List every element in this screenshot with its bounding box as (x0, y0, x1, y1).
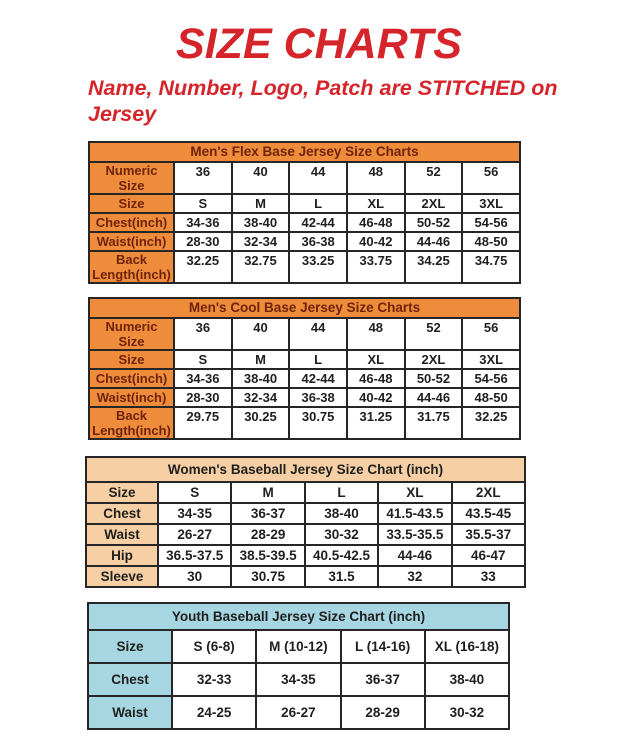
value-cell: 36-37 (341, 663, 425, 696)
value-cell: 36-38 (289, 232, 347, 251)
table-row (86, 482, 525, 503)
value-cell: 48 (347, 162, 405, 194)
table-title-row (89, 142, 520, 162)
value-cell: 46-48 (347, 369, 405, 388)
value-cell: 44 (289, 318, 347, 350)
value-cell: 28-29 (341, 696, 425, 729)
value-cell: 40-42 (347, 232, 405, 251)
value-cell: S (6-8) (172, 630, 256, 663)
value-cell: 34-36 (174, 213, 232, 232)
value-cell: 30.75 (289, 407, 347, 439)
value-cell: M (232, 194, 290, 213)
table-row (89, 388, 520, 407)
row-label-cell: Size (86, 482, 158, 503)
value-cell: 52 (405, 318, 463, 350)
value-cell: 2XL (405, 194, 463, 213)
row-label-cell: Waist (86, 524, 158, 545)
table-title: Youth Baseball Jersey Size Chart (inch) (88, 603, 509, 630)
row-label-cell: Sleeve (86, 566, 158, 587)
value-cell: L (14-16) (341, 630, 425, 663)
value-cell: 34-35 (158, 503, 231, 524)
value-cell: S (174, 194, 232, 213)
table-row (88, 663, 509, 696)
value-cell: XL (378, 482, 451, 503)
table-title: Men's Flex Base Jersey Size Charts (89, 142, 520, 162)
value-cell: 33.25 (289, 251, 347, 283)
value-cell: M (232, 350, 290, 369)
youth-baseball-size-table (87, 602, 510, 730)
value-cell: 50-52 (405, 369, 463, 388)
value-cell: 26-27 (158, 524, 231, 545)
table-row (88, 696, 509, 729)
value-cell: 36.5-37.5 (158, 545, 231, 566)
value-cell: 42-44 (289, 213, 347, 232)
row-label-cell: Numeric Size (89, 162, 174, 194)
value-cell: 33.5-35.5 (378, 524, 451, 545)
value-cell: M (231, 482, 304, 503)
value-cell: 38.5-39.5 (231, 545, 304, 566)
value-cell: 34.75 (462, 251, 520, 283)
value-cell: 44-46 (405, 388, 463, 407)
row-label-cell: Numeric Size (89, 318, 174, 350)
value-cell: 48-50 (462, 232, 520, 251)
value-cell: 36-38 (289, 388, 347, 407)
value-cell: 32 (378, 566, 451, 587)
value-cell: 44-46 (405, 232, 463, 251)
value-cell: 34-35 (256, 663, 340, 696)
table-row (86, 566, 525, 587)
value-cell: 36 (174, 318, 232, 350)
row-label-cell: Chest(inch) (89, 369, 174, 388)
value-cell: 44-46 (378, 545, 451, 566)
value-cell: 24-25 (172, 696, 256, 729)
table-title-row (88, 603, 509, 630)
value-cell: 31.75 (405, 407, 463, 439)
value-cell: 54-56 (462, 369, 520, 388)
table-row (89, 162, 520, 194)
value-cell: 46-47 (452, 545, 525, 566)
value-cell: 48-50 (462, 388, 520, 407)
table-row (89, 194, 520, 213)
value-cell: 46-48 (347, 213, 405, 232)
value-cell: S (174, 350, 232, 369)
value-cell: 30-32 (425, 696, 509, 729)
value-cell: 52 (405, 162, 463, 194)
value-cell: 48 (347, 318, 405, 350)
value-cell: M (10-12) (256, 630, 340, 663)
value-cell: 38-40 (425, 663, 509, 696)
value-cell: 32.25 (462, 407, 520, 439)
row-label-cell: Back Length(inch) (89, 251, 174, 283)
value-cell: 32.25 (174, 251, 232, 283)
value-cell: 29.75 (174, 407, 232, 439)
table-row (89, 350, 520, 369)
value-cell: XL (16-18) (425, 630, 509, 663)
value-cell: S (158, 482, 231, 503)
value-cell: XL (347, 194, 405, 213)
value-cell: 44 (289, 162, 347, 194)
table-row (89, 251, 520, 283)
value-cell: L (305, 482, 378, 503)
value-cell: 40.5-42.5 (305, 545, 378, 566)
row-label-cell: Waist(inch) (89, 388, 174, 407)
value-cell: 40-42 (347, 388, 405, 407)
row-label-cell: Chest(inch) (89, 213, 174, 232)
table-title-row (89, 298, 520, 318)
value-cell: 41.5-43.5 (378, 503, 451, 524)
value-cell: 38-40 (232, 369, 290, 388)
row-label-cell: Size (89, 194, 174, 213)
table-row (89, 232, 520, 251)
value-cell: 33.75 (347, 251, 405, 283)
value-cell: 34-36 (174, 369, 232, 388)
value-cell: 43.5-45 (452, 503, 525, 524)
table-title: Women's Baseball Jersey Size Chart (inch) (86, 457, 525, 482)
table-row (88, 630, 509, 663)
value-cell: 28-29 (231, 524, 304, 545)
row-label-cell: Back Length(inch) (89, 407, 174, 439)
table-row (89, 213, 520, 232)
mens-flex-base-size-table (88, 141, 521, 284)
value-cell: 31.5 (305, 566, 378, 587)
value-cell: 56 (462, 318, 520, 350)
value-cell: 38-40 (305, 503, 378, 524)
table-title-row (86, 457, 525, 482)
table-row (86, 524, 525, 545)
value-cell: 3XL (462, 350, 520, 369)
value-cell: 30 (158, 566, 231, 587)
value-cell: 40 (232, 318, 290, 350)
womens-baseball-size-table (85, 456, 526, 588)
value-cell: 28-30 (174, 388, 232, 407)
value-cell: 32-34 (232, 388, 290, 407)
value-cell: 36 (174, 162, 232, 194)
value-cell: 30-32 (305, 524, 378, 545)
value-cell: 54-56 (462, 213, 520, 232)
value-cell: L (289, 194, 347, 213)
value-cell: L (289, 350, 347, 369)
row-label-cell: Waist(inch) (89, 232, 174, 251)
row-label-cell: Chest (88, 663, 172, 696)
value-cell: 32.75 (232, 251, 290, 283)
value-cell: 35.5-37 (452, 524, 525, 545)
value-cell: 2XL (405, 350, 463, 369)
table-row (86, 545, 525, 566)
value-cell: 28-30 (174, 232, 232, 251)
row-label-cell: Hip (86, 545, 158, 566)
value-cell: 36-37 (231, 503, 304, 524)
value-cell: 42-44 (289, 369, 347, 388)
row-label-cell: Size (88, 630, 172, 663)
tables-area (0, 141, 638, 730)
row-label-cell: Waist (88, 696, 172, 729)
table-row (89, 369, 520, 388)
row-label-cell: Size (89, 350, 174, 369)
page-subtitle: Name, Number, Logo, Patch are STITCHED on Jersey (88, 76, 558, 126)
value-cell: 32-34 (232, 232, 290, 251)
value-cell: 31.25 (347, 407, 405, 439)
value-cell: 34.25 (405, 251, 463, 283)
row-label-cell: Chest (86, 503, 158, 524)
mens-cool-base-size-table (88, 297, 521, 440)
table-row (89, 318, 520, 350)
value-cell: 26-27 (256, 696, 340, 729)
value-cell: 56 (462, 162, 520, 194)
table-title: Men's Cool Base Jersey Size Charts (89, 298, 520, 318)
value-cell: 2XL (452, 482, 525, 503)
value-cell: 33 (452, 566, 525, 587)
value-cell: 30.25 (232, 407, 290, 439)
value-cell: 32-33 (172, 663, 256, 696)
value-cell: 30.75 (231, 566, 304, 587)
value-cell: 3XL (462, 194, 520, 213)
value-cell: 38-40 (232, 213, 290, 232)
value-cell: XL (347, 350, 405, 369)
page-title: SIZE CHARTS (176, 20, 462, 68)
table-row (86, 503, 525, 524)
value-cell: 40 (232, 162, 290, 194)
table-row (89, 407, 520, 439)
value-cell: 50-52 (405, 213, 463, 232)
